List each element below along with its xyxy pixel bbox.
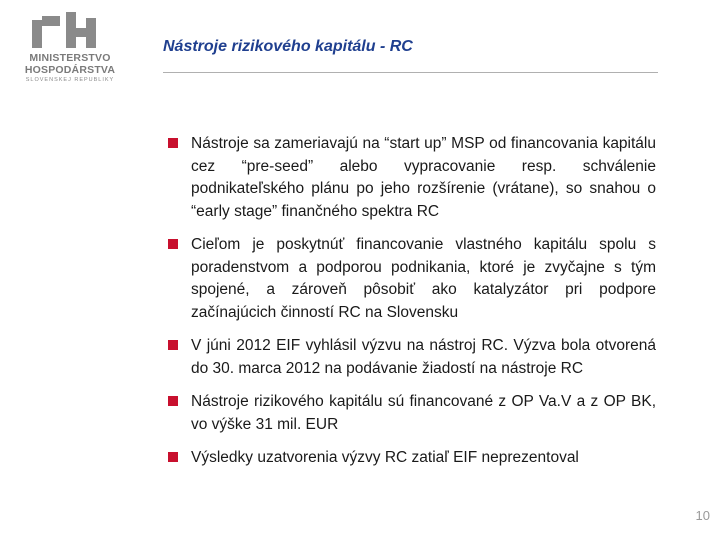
- logo-line-1: MINISTERSTVO: [29, 52, 111, 64]
- bullet-item: [166, 133, 656, 223]
- bullet-marker-icon: [168, 396, 178, 406]
- bullet-text: V júni 2012 EIF vyhlásil výzvu na nástroj RC. Výzva bola otvorená do 30. marca 2012 na podávanie žiadostí na nástroje RC: [191, 337, 656, 377]
- logo-line-3: SLOVENSKEJ REPUBLIKY: [25, 77, 115, 83]
- bullet-marker-icon: [168, 340, 178, 350]
- bullet-item: [166, 391, 656, 436]
- bullet-marker-icon: [168, 452, 178, 462]
- bullet-marker-icon: [168, 138, 178, 148]
- bullet-text: Nástroje rizikového kapitálu sú financované z OP Va.V a z OP BK, vo výške 31 mil. EUR: [191, 393, 656, 433]
- bullet-marker-icon: [168, 239, 178, 249]
- title-divider: [163, 72, 658, 73]
- bullet-text: Cieľom je poskytnúť financovanie vlastného kapitálu spolu s poradenstvom a podporou podnikania, ktoré je zvyčajne s tým spojené, a zároveň pôsobiť ako katalyzátor pri podpore začínajúcich činností RC na Slovensku: [191, 236, 656, 321]
- bullet-text: Nástroje sa zameriavajú na “start up” MSP od financovania kapitálu cez “pre-seed” alebo vypracovanie resp. schválenie podnikateľského plánu po jeho rozšírenie (vrátane), so snahou o “early stage” finančného spektra RC: [191, 135, 656, 220]
- logo-line-2: HOSPODÁRSTVA: [24, 64, 116, 76]
- ministry-logo: [10, 10, 130, 83]
- slide-title: Nástroje rizikového kapitálu - RC: [163, 38, 413, 55]
- bullet-list: [166, 133, 656, 481]
- page-number: 10: [695, 508, 710, 523]
- bullet-item: [166, 335, 656, 380]
- ministry-emblem-icon: [28, 12, 108, 50]
- bullet-text: Výsledky uzatvorenia výzvy RC zatiaľ EIF neprezentoval: [191, 449, 579, 466]
- bullet-item: [166, 234, 656, 324]
- bullet-item: [166, 447, 656, 470]
